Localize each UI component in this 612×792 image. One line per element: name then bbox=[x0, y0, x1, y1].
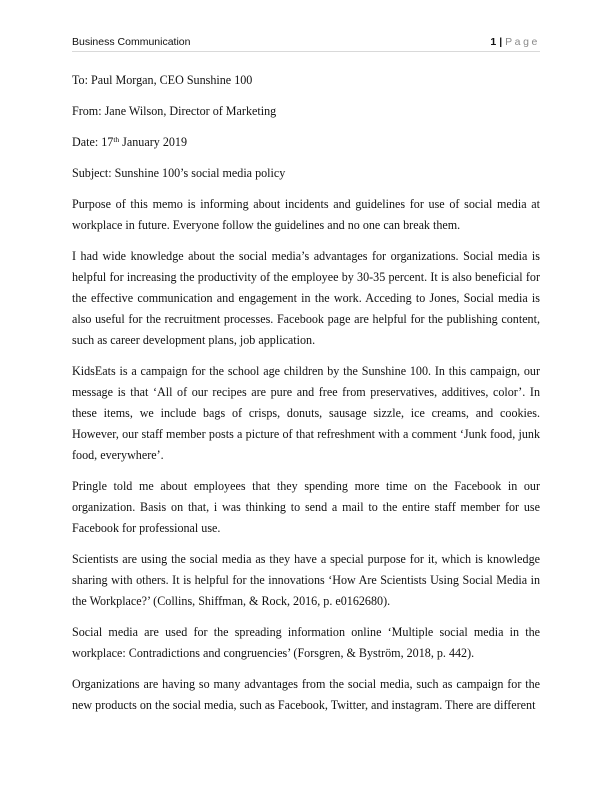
paragraph-spreading-information: Social media are used for the spreading information online ‘Multiple social media in the workplace: Contradictions and congruencies’ (Forsgren, & Byström, 2018, p. 442). bbox=[72, 625, 540, 660]
memo-date bbox=[72, 132, 540, 153]
header-title: Business Communication bbox=[72, 36, 191, 48]
header-page-indicator bbox=[490, 35, 540, 49]
memo-from: From: Jane Wilson, Director of Marketing bbox=[72, 104, 277, 118]
memo-date-prefix: Date: 17 bbox=[72, 135, 114, 149]
memo-subject: Subject: Sunshine 100’s social media policy bbox=[72, 166, 286, 180]
memo-date-ordinal: th bbox=[113, 135, 120, 144]
paragraph-scientists: Scientists are using the social media as they have a special purpose for it, which is knowledge sharing with others. It is helpful for the innovations ‘How Are Scientists Using Social Media in the Workplace?’ (Collins, Shiffman, & Rock, 2016, p. e0162680). bbox=[72, 552, 540, 608]
memo-date-suffix: January 2019 bbox=[119, 135, 188, 149]
page-number: 1 bbox=[490, 36, 497, 48]
page-separator: | bbox=[499, 36, 503, 48]
page-label: Page bbox=[505, 36, 540, 48]
paragraph-organizations: Organizations are having so many advantages from the social media, such as campaign for the new products on the social media, such as Facebook, Twitter, and instagram. There are different bbox=[72, 677, 540, 712]
paragraph-pringle: Pringle told me about employees that they spending more time on the Facebook in our organization. Basis on that, i was thinking to send a mail to the entire staff member for use Facebook for professional use. bbox=[72, 479, 540, 535]
memo-body bbox=[72, 70, 540, 726]
paragraph-advantages: I had wide knowledge about the social media’s advantages for organizations. Social media is helpful for increasing the productivity of the employee by 30-35 percent. It is also beneficial for the effective communication and engagement in the work. Acceding to Jones, Social media is also useful for the recruitment processes. Facebook page are helpful for the publishing content, such as career development plans, job application. bbox=[72, 249, 540, 347]
paragraph-kidseats: KidsEats is a campaign for the school age children by the Sunshine 100. In this campaign, our message is that ‘All of our recipes are pure and free from preservatives, additives, color’. In these items, we include bags of crisps, donuts, sausage sizzle, ice creams, and cookies. However, our staff member posts a picture of that refreshment with a comment ‘Junk food, junk food, everywhere’. bbox=[72, 364, 540, 462]
memo-to: To: Paul Morgan, CEO Sunshine 100 bbox=[72, 73, 253, 87]
paragraph-purpose: Purpose of this memo is informing about incidents and guidelines for use of social media at workplace in future. Everyone follow the guidelines and no one can break them. bbox=[72, 197, 540, 232]
page-header bbox=[72, 35, 540, 52]
